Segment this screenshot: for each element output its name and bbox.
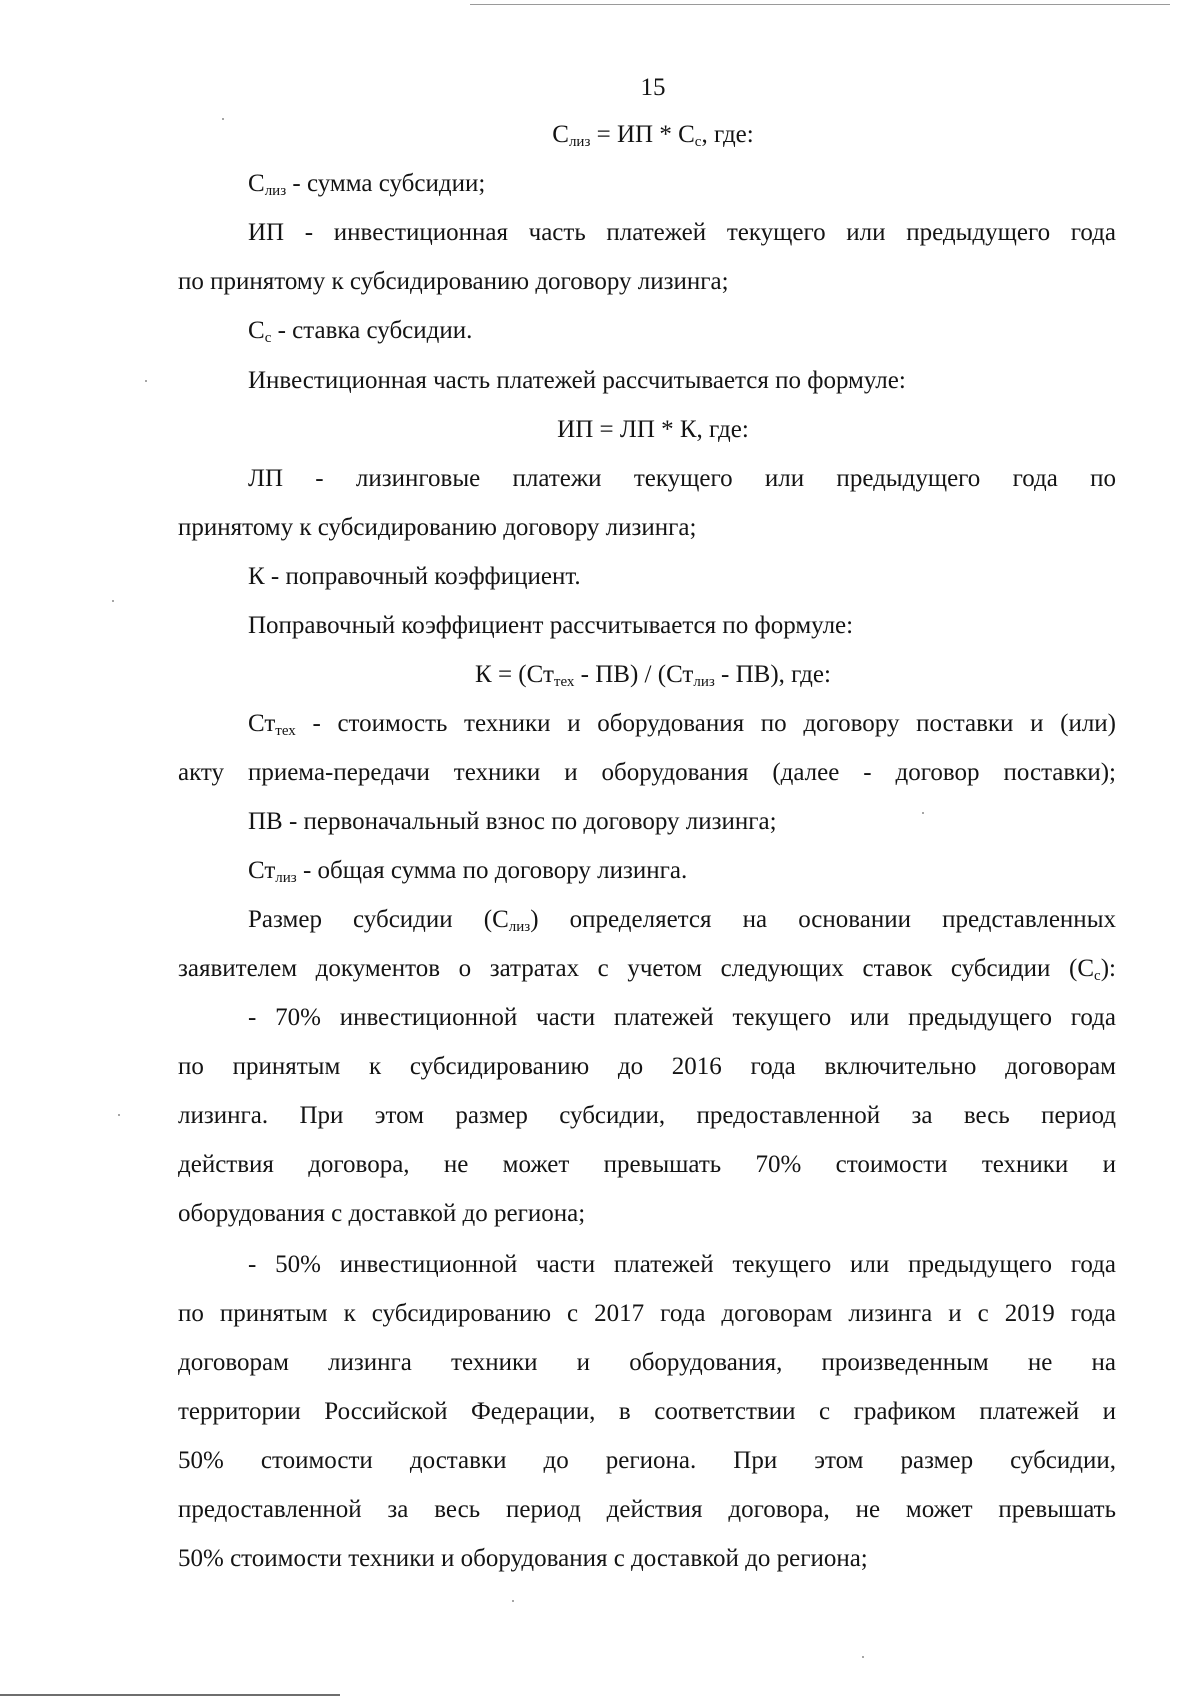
page-number: 15 [640,74,666,101]
definition-sttex-line1: $Ст_{тех}$ - стоимость техники и оборудования по договору поставки и (или) [248,710,1116,739]
item-70-line: оборудования с доставкой до региона; [178,1200,586,1227]
item-70-line: действия договора, не может превышать 70% стоимости техники и [178,1151,1116,1178]
scan-speck [118,1114,120,1116]
paragraph-k-formula: Поправочный коэффициент рассчитывается по формуле: [248,612,854,639]
definition-subsidy-sum: $С_{лиз}$ - сумма субсидии; [248,170,486,199]
definition-pv: ПВ - первоначальный взнос по договору лизинга; [248,808,777,835]
formula-subsidy: $С_{лиз}$ = ИП * $С_с$, где: [552,121,754,150]
scan-speck [862,1656,864,1658]
item-70-line: лизинга. При этом размер субсидии, предоставленной за весь период [178,1102,1116,1129]
definition-rate: $С_с$ - ставка субсидии. [248,317,473,346]
definition-lp-line2: принятому к субсидированию договору лизинга; [178,514,697,541]
scan-speck [112,600,114,602]
paragraph-size-line1: Размер субсидии $(С_{лиз})$ определяется на основании представленных [248,906,1116,935]
item-70-line: по принятым к субсидированию до 2016 года включительно договорам [178,1053,1116,1080]
definition-sttex-line2: акту приема-передачи техники и оборудования (далее - договор поставки); [178,759,1116,786]
item-50-line: 50% стоимости техники и оборудования с доставкой до региона; [178,1545,868,1572]
definition-k: К - поправочный коэффициент. [248,563,581,590]
scan-edge-top [470,4,1170,5]
item-50-line: территории Российской Федерации, в соответствии с графиком платежей и [178,1398,1116,1425]
definition-ip-line1: ИП - инвестиционная часть платежей текущего или предыдущего года [248,219,1116,246]
formula-ip: ИП = ЛП * К, где: [557,416,749,443]
formula-k: $К = (Ст_{тех} - ПВ) / (Ст_{лиз} - ПВ)$, где: [475,661,831,690]
item-50-line: договорам лизинга техники и оборудования, произведенным не на [178,1349,1116,1376]
scan-speck [145,380,147,382]
definition-ip-line2: по принятому к субсидированию договору лизинга; [178,268,729,295]
definition-lp-line1: ЛП - лизинговые платежи текущего или предыдущего года по [248,465,1116,492]
item-50-line: по принятым к субсидированию с 2017 года договорам лизинга и с 2019 года [178,1300,1116,1327]
item-50-line: предоставленной за весь период действия договора, не может превышать [178,1496,1116,1523]
item-70-line: - 70% инвестиционной части платежей текущего или предыдущего года [248,1004,1116,1031]
paragraph-size-line2: заявителем документов о затратах с учетом следующих ставок субсидии $(С_с)$: [178,955,1116,984]
item-50-line: 50% стоимости доставки до региона. При этом размер субсидии, [178,1447,1116,1474]
scan-edge-bottom [0,1694,340,1696]
scan-speck [222,118,224,120]
item-50-line: - 50% инвестиционной части платежей текущего или предыдущего года [248,1251,1116,1278]
scan-speck [512,1600,514,1602]
scan-speck [922,812,924,814]
definition-stliz: $Ст_{лиз}$ - общая сумма по договору лизинга. [248,857,688,886]
paragraph-ip-formula: Инвестиционная часть платежей рассчитывается по формуле: [248,367,906,394]
